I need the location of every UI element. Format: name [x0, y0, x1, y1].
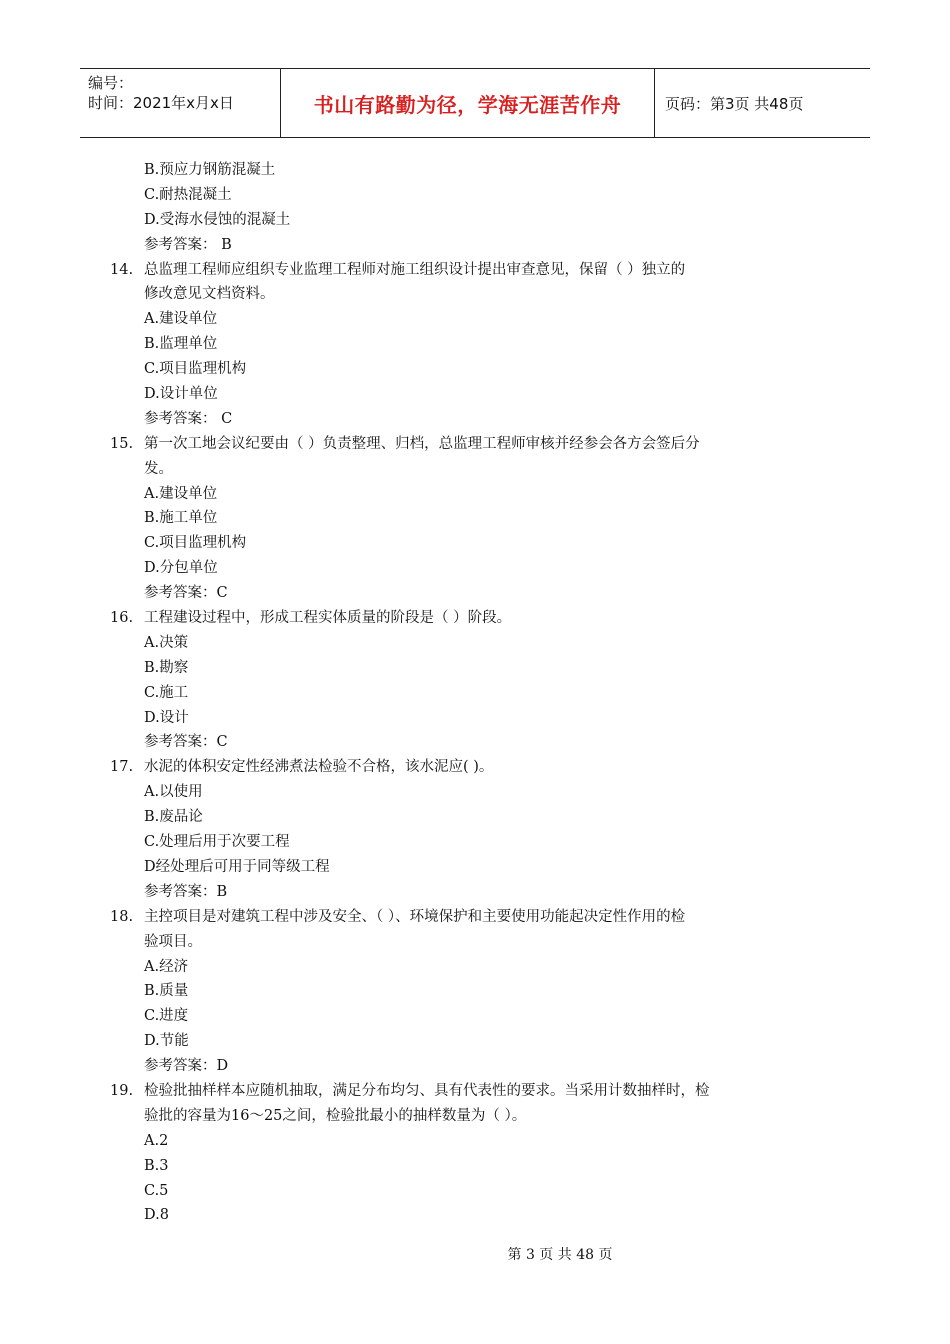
- question-text: 水泥的体积安定性经沸煮法检验不合格，该水泥应( )。: [144, 759, 494, 776]
- answer-option: C.耐热混凝土: [144, 186, 232, 203]
- question-text-continued: 验批的容量为16～25之间，检验批最小的抽样数量为（ ）。: [144, 1107, 527, 1124]
- answer-option: D.节能: [144, 1033, 189, 1050]
- answer-option: B.施工单位: [144, 510, 218, 527]
- question-text: 主控项目是对建筑工程中涉及安全、（ ）、环境保护和主要使用功能起决定性作用的检: [144, 908, 686, 925]
- header-motto: 书山有路勤为径，学海无涯苦作舟: [281, 69, 655, 137]
- answer-option: D.分包单位: [144, 560, 218, 577]
- question-stem: [0, 606, 950, 631]
- reference-answer: 参考答案：B: [144, 883, 228, 900]
- document-number-label: 编号：: [88, 74, 134, 92]
- answer-option: B.3: [144, 1157, 169, 1174]
- answer-option: C.项目监理机构: [144, 361, 247, 378]
- question-number: 18.: [110, 908, 134, 925]
- answer-option: B.预应力钢筋混凝土: [144, 162, 276, 178]
- answer-option: B.废品论: [144, 809, 203, 826]
- answer-option: D.设计单位: [144, 386, 218, 403]
- question-number: 14.: [110, 261, 134, 278]
- page-footer: 第 3 页 共 48 页: [507, 1247, 613, 1263]
- reference-answer: 参考答案： C: [144, 410, 233, 427]
- page-header: [80, 68, 870, 138]
- answer-option: C.5: [144, 1182, 169, 1199]
- reference-answer: 参考答案：D: [144, 1058, 229, 1075]
- question-number: 19.: [110, 1082, 134, 1099]
- question-stem: [0, 905, 950, 930]
- answer-option: A.2: [144, 1132, 169, 1149]
- answer-option: A.经济: [144, 958, 189, 975]
- question-text: 总监理工程师应组织专业监理工程师对施工组织设计提出审查意见，保留（ ）独立的: [144, 261, 686, 278]
- answer-option: D.受海水侵蚀的混凝土: [144, 211, 291, 228]
- answer-option: A.决策: [144, 634, 189, 651]
- answer-option: D.设计: [144, 709, 189, 726]
- answer-option: B.勘察: [144, 659, 189, 676]
- question-text-continued: 修改意见文档资料。: [144, 286, 275, 303]
- document-time-label: 时间：2021年x月x日: [88, 94, 234, 112]
- question-number: 16.: [110, 610, 134, 627]
- answer-option: C.进度: [144, 1008, 189, 1025]
- question-stem: [0, 755, 950, 780]
- question-number: 17.: [110, 759, 134, 776]
- question-stem: [0, 258, 950, 283]
- answer-option: D经处理后可用于同等级工程: [144, 858, 330, 875]
- answer-option: C.处理后用于次要工程: [144, 834, 290, 851]
- answer-option: A.以使用: [144, 784, 203, 801]
- question-text: 第一次工地会议纪要由（ ）负责整理、归档，总监理工程师审核并经参会各方会签后分: [144, 435, 700, 452]
- header-page-info: 页码：第3页 共48页: [665, 94, 804, 113]
- question-text: 检验批抽样样本应随机抽取，满足分布均匀、具有代表性的要求。当采用计数抽样时，检: [144, 1082, 710, 1099]
- question-number: 15.: [110, 435, 134, 452]
- answer-option: B.监理单位: [144, 336, 218, 353]
- answer-option: A.建设单位: [144, 485, 218, 502]
- question-stem: [0, 432, 950, 457]
- answer-option: C.施工: [144, 684, 189, 701]
- header-meta: [80, 69, 281, 137]
- answer-option: A.建设单位: [144, 311, 218, 328]
- reference-answer: 参考答案：C: [144, 734, 228, 751]
- question-text-continued: 发。: [144, 460, 173, 477]
- question-text: 工程建设过程中，形成工程实体质量的阶段是（ ）阶段。: [144, 610, 512, 627]
- question-text-continued: 验项目。: [144, 933, 202, 950]
- reference-answer: 参考答案：C: [144, 585, 228, 602]
- question-stem: [0, 1079, 950, 1104]
- answer-option: C.项目监理机构: [144, 535, 247, 552]
- question-content: [0, 158, 950, 1228]
- reference-answer: 参考答案： B: [144, 236, 232, 253]
- answer-option: D.8: [144, 1207, 169, 1224]
- answer-option: B.质量: [144, 983, 189, 1000]
